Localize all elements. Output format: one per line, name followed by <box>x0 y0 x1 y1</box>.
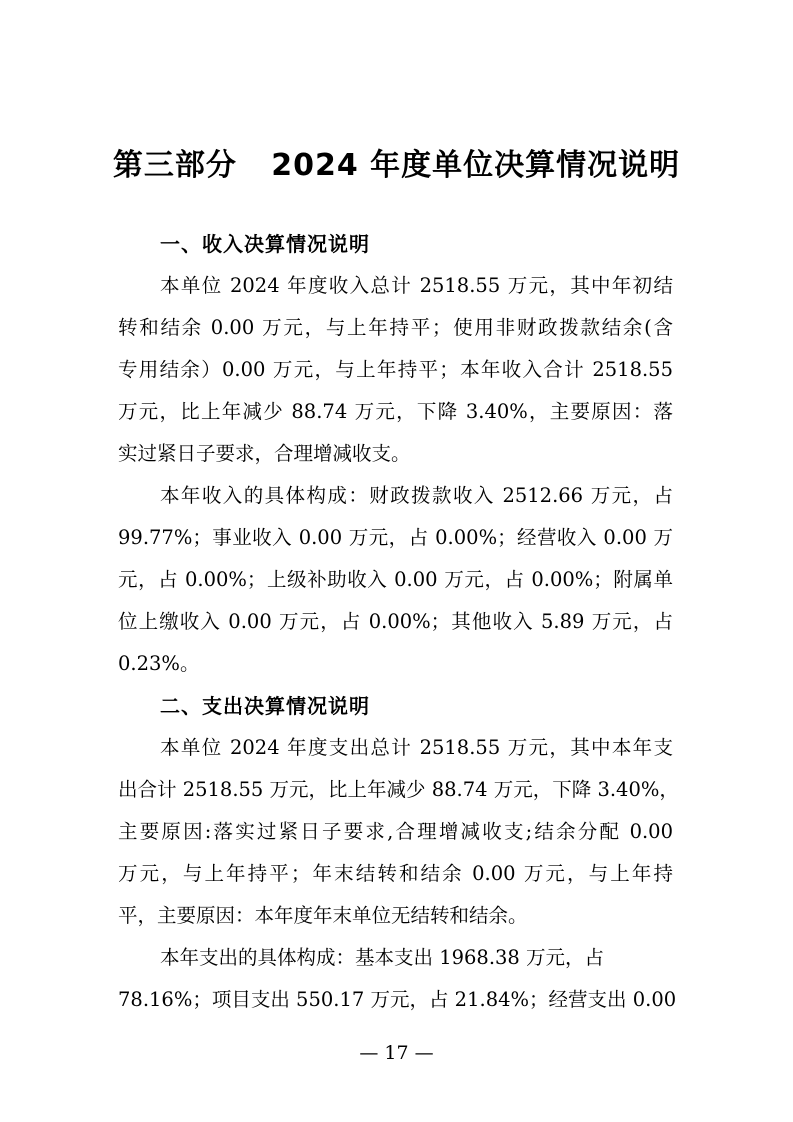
section-heading-income: 一、收入决算情况说明 <box>160 232 370 256</box>
paragraph-line: 万元，与上年持平；年末结转和结余 0.00 万元，与上年持 <box>118 862 673 885</box>
paragraph-line: 位上缴收入 0.00 万元，占 0.00%；其他收入 5.89 万元，占 <box>118 610 673 633</box>
paragraph-line: 本单位 2024 年度支出总计 2518.55 万元，其中本年支 <box>160 736 673 759</box>
paragraph-line: 出合计 2518.55 万元，比上年减少 88.74 万元，下降 3.40%， <box>118 778 679 801</box>
page-title: 第三部分 2024 年度单位决算情况说明 <box>112 148 681 183</box>
paragraph-line: 78.16%；项目支出 550.17 万元，占 21.84%；经营支出 0.00 <box>118 988 677 1011</box>
paragraph-line: 转和结余 0.00 万元，与上年持平；使用非财政拨款结余(含 <box>118 316 673 339</box>
paragraph-line: 实过紧日子要求，合理增减收支。 <box>118 442 411 465</box>
paragraph-line: 本单位 2024 年度收入总计 2518.55 万元，其中年初结 <box>160 274 673 297</box>
paragraph-line: 0.23%。 <box>118 652 200 675</box>
paragraph-line: 万元，比上年减少 88.74 万元，下降 3.40%，主要原因：落 <box>118 400 673 423</box>
paragraph-line: 99.77%；事业收入 0.00 万元，占 0.00%；经营收入 0.00 万 <box>118 526 673 549</box>
page-number: — 17 — <box>359 1042 434 1064</box>
paragraph-line: 元，占 0.00%；上级补助收入 0.00 万元，占 0.00%；附属单 <box>118 568 673 591</box>
paragraph-line: 平，主要原因：本年度年末单位无结转和结余。 <box>118 904 528 927</box>
paragraph-line: 本年收入的具体构成：财政拨款收入 2512.66 万元，占 <box>160 484 673 507</box>
paragraph-line: 主要原因:落实过紧日子要求,合理增减收支;结余分配 0.00 <box>118 820 673 843</box>
paragraph-line: 专用结余）0.00 万元，与上年持平；本年收入合计 2518.55 <box>118 358 673 381</box>
section-heading-expenditure: 二、支出决算情况说明 <box>160 694 370 718</box>
paragraph-line: 本年支出的具体构成：基本支出 1968.38 万元，占 <box>160 946 605 969</box>
